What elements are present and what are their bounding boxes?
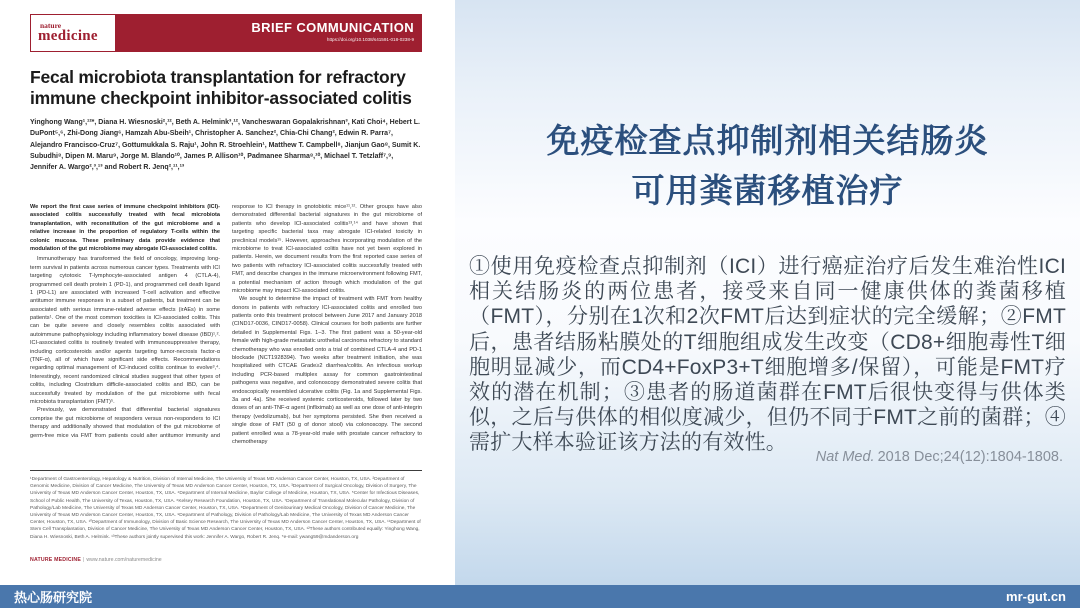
summary-title-line2: 可用粪菌移植治疗 bbox=[631, 171, 904, 209]
paper-paragraph: We sought to determine the impact of treatment with FMT from healthy donors in patients with refractory ICI-associated colitis and enrolled two patients onto this treatment protocol between June 2017 and January 2018 (CIND17-0036, CIND17-0058). Clinical courses for both patients are further detailed in Supplemental Figs. 1–3. The first patient was a 50-year-old female with high-grade metastatic urothelial carcinoma refractory to standard chemotherapy who was enrolled onto a trial of combined CTLA-4 and PD-1 blockade (NCT1928394). Two weeks after treatment initiation, she was hospitalized with CTCAE Grade≥2 diarrhea/colitis. An infectious workup including PCR-based multiplex assay for common gastrointestinal pathogens was negative, and colonoscopy demonstrated severe colitis that endoscopically resembled ulcerative colitis (Fig. 1a and Supplemental Figs. 3a and 4a). She received systemic corticosteroids, followed later by two doses of an anti-TNF-α agent (infliximab) as well as one dose of anti-integrin therapy (vedolizumab), but her symptoms persisted. She then received a single dose of FMT (50 g of donor stool) via colonoscopy. The second patient enrolled was a 78-year-old male with prostate cancer refractory to chemotherapy bbox=[232, 296, 422, 445]
paper-paragraph: Immunotherapy has transformed the field of oncology, improving long-term survival in patients across numerous cancer types. Treatments with ICI targeting cytotoxic T-lymphocyte-associated antigen 4 (CTLA-4), programmed cell death protein 1 (PD-1), and programmed cell death ligand 1 (PD-L1) are associated with increased T-cell activation and effective antitumor immune responses in a subset of patients, but treatment can be associated with serious immune-related adverse effects (irAEs) in some patients¹. One of the most common toxicities is ICI-associated colitis. This can be quite severe and closely resembles colitis associated with autoimmune pathophysiology including inflammatory bowel disease (IBD)¹,². ICI-associated colitis is routinely treated with immunosuppressive therapy, including corticosteroids and/or agents targeting tumor-necrosis factor-α (TNF-α), all of which have significant side effects. Recommendations regarding optimal management of ICI-induced colitis continue to evolve³,⁴. Interestingly, recent randomized clinical studies suggest that other types of colitis, including Clostridium difficile-associated colitis and IBD, can be successfully treated by modulation of the gut microbiome with fecal microbiota transplantation (FMT)⁵. bbox=[30, 256, 220, 405]
paper-page bbox=[0, 0, 455, 585]
summary-body-text: ①使用免疫检查点抑制剂（ICI）进行癌症治疗后发生难治性ICI相关结肠炎的两位患者，接受来自同一健康供体的粪菌移植（FMT），分别在1次和2次FMT后达到症状的完全缓解；②FMT后，患者结肠粘膜处的T细胞组成发生改变（CD8+细胞毒性T细胞明显减少，而CD4+FoxP3+T细胞增多/保留），可能是FMT疗效的潜在机制；③患者的肠道菌群在FMT后很快变得与供体类似，之后与供体的相似度减少，但仍不同于FMT之前的菌群；④需扩大样本验证该方法的有效性。 bbox=[469, 255, 1066, 455]
paper-paragraph: Previously, we demonstrated that differential bacterial signatures comprise the gut microbiome of responders versus non-responders to ICI therapy and additionally showed that modulation of the gut microbiome of germ-free mice via FMT from patients could alter antitumor immunity and response to ICI therapy in gnotobiotic mice¹¹,¹². Other groups have also demonstrated differential bacterial signatures in the gut microbiome of patients who develop ICI-associated colitis¹³,¹⁴ and have shown that targeting specific bacterial taxa may abrogate ICI-related toxicity in preclinical models¹⁵. However, approaches incorporating modulation of the microbiome to treat ICI-associated colitis have not yet been explored in patients. Herein, we document results from the first reported case series of two patients with refractory ICI-associated colitis successfully treated with FMT, and describe changes in the immune microenvironment following FMT, a potential mechanism of action through which modulation of the gut microbiome may impact ICI-associated colitis. bbox=[30, 204, 422, 439]
paper-title: Fecal microbiota transplantation for refractory immune checkpoint inhibitor-associated colitis bbox=[30, 67, 412, 108]
author-list: Yinghong Wang¹,¹²*, Diana H. Wiesnoski²,¹², Beth A. Helmink³,¹², Vancheswaran Gopalakrishnan³, Kati Choi⁴, Hebert L. DuPont⁵,⁶, Zhi-Dong Jiang⁶, Hamzah Abu-Sbeih¹, Christopher A. Sanchez², Chia-Chi Chang², Edwin R. Parra⁷, Alejandro Francisco-Cruz⁷, Gottumukkala S. Raju¹, John R. Stroehlein¹, Matthew T. Campbell⁸, Jianjun Gao⁸, Sumit K. Subudhi⁸, Dipen M. Maru⁹, Jorge M. Blando¹⁰, James P. Allison¹⁰, Padmanee Sharma⁸,¹⁰, Michael T. Tetzlaff⁷,⁹, Jennifer A. Wargo²,³,¹³ and Robert R. Jenq²,¹¹,¹³ bbox=[30, 119, 421, 172]
brand-name: 热心肠研究院 bbox=[14, 590, 93, 605]
article-type-banner bbox=[116, 14, 422, 52]
nature-medicine-logo bbox=[30, 14, 116, 52]
citation-details: 2018 Dec;24(12):1804-1808. bbox=[877, 449, 1063, 465]
paper-running-footer bbox=[30, 557, 162, 563]
summary-panel bbox=[455, 0, 1080, 585]
article-type-label: BRIEF COMMUNICATION bbox=[251, 20, 414, 35]
paper-abstract: We report the first case series of immune checkpoint inhibitors (ICI)-associated colitis successfully treated with fecal microbiota transplantation, with reconstitution of the gut microbiome and a relative increase in the proportion of regulatory T-cells within the colonic mucosa. These preliminary data provide evidence that modulation of the gut microbiome may abrogate ICI-associated colitis. bbox=[30, 204, 220, 252]
journal-header bbox=[30, 14, 422, 52]
footer-bar bbox=[0, 585, 1080, 608]
summary-title bbox=[455, 116, 1080, 215]
summary-title-line1: 免疫检查点抑制剂相关结肠炎 bbox=[546, 122, 989, 159]
footer-journal-url[interactable]: www.nature.com/naturemedicine bbox=[86, 557, 162, 563]
affiliations-text: ¹Department of Gastroenterology, Hepatology & Nutrition, Division of Internal Medicine, The University of Texas MD Anderson Cancer Center, Houston, TX, USA. ²Department of Genomic Medicine, Division of Cancer Medicine, The University of Texas MD Anderson Cancer Center, Houston, TX, USA. ³Department of Surgical Oncology, Division of Surgery, The University of Texas MD Anderson Cancer Center, Houston, TX, USA. ⁴Department of Internal Medicine, Baylor College of Medicine, Houston, TX, USA. ⁵Center for Infectious Diseases, School of Public Health, The University of Texas, Houston, TX, USA. ⁶Kelsey Research Foundation, Houston, TX, USA. ⁷Department of Translational Molecular Pathology, Division of Pathology/Lab Medicine, The University of Texas MD Anderson Cancer Center, Houston, TX, USA. ⁸Department of Genitourinary Medical Oncology, Division of Cancer Medicine, The University of Texas MD Anderson Cancer Center, Houston, TX, USA. ⁹Department of Pathology, Division of Pathology/Lab Medicine, The University of Texas MD Anderson Cancer Center, Houston, TX, USA. ¹⁰Department of Immunology, Division of Basic Science Research, The University of Texas MD Anderson Cancer Center, Houston, TX, USA. ¹¹Department of Stem Cell Transplantation, Division of Cancer Medicine, The University of Texas MD Anderson Cancer Center, Houston, TX, USA. ¹²These authors contributed equally: Yinghong Wang, Diana H. Wiesnoski, Beth A. Helmink. ¹³These authors jointly supervised this work: Jennifer A. Wargo, Robert R. Jenq. *e-mail: ywang59@mdanderson.org bbox=[30, 477, 421, 540]
footer-separator: | bbox=[83, 557, 85, 563]
logo-word-medicine: medicine bbox=[38, 28, 98, 44]
affiliations-divider bbox=[30, 470, 422, 471]
footer-journal-name: NATURE MEDICINE bbox=[30, 557, 82, 563]
citation-line bbox=[816, 449, 1063, 465]
citation-journal-abbrev: Nat Med. bbox=[815, 449, 875, 465]
paper-body-columns bbox=[30, 203, 422, 465]
doi-link[interactable]: https://doi.org/10.1038/s41591-018-0238-9 bbox=[326, 36, 414, 42]
logo-word-nature: nature bbox=[40, 21, 62, 30]
brand-website[interactable]: mr-gut.cn bbox=[1006, 589, 1066, 604]
